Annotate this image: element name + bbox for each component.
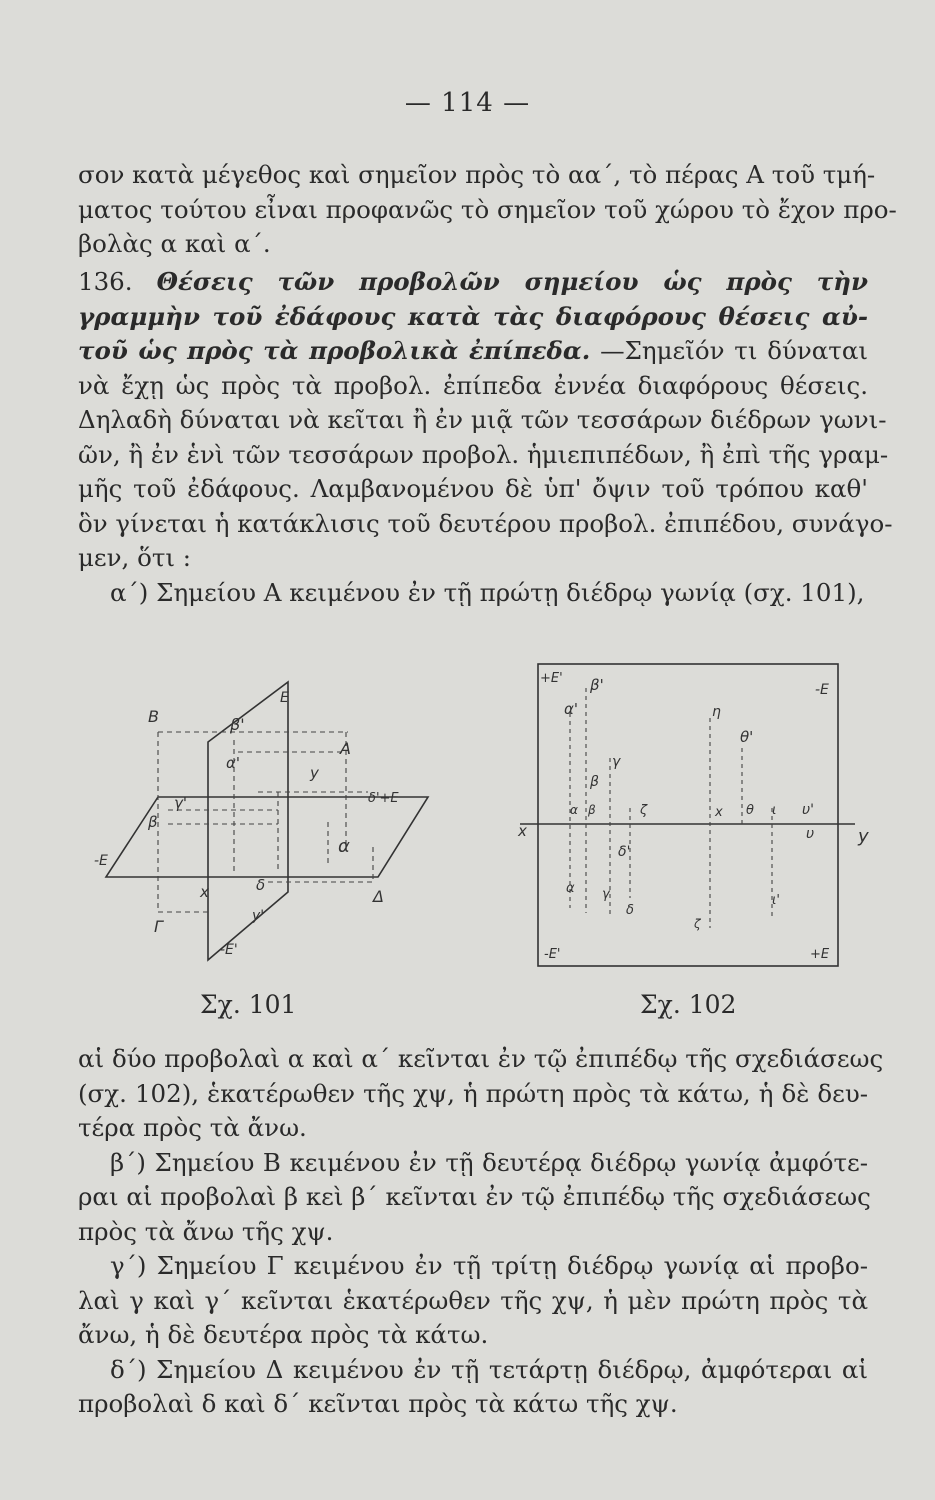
fig101-label-A: A — [340, 739, 351, 758]
text-line: (σχ. 102), ἑκατέρωθεν τῆς χψ, ἡ πρώτη πρὸς τὰ κάτω, ἡ δὲ δευ- — [78, 1078, 868, 1108]
text-line: αἱ δύο προβολαὶ α καὶ α΄ κεῖνται ἐν τῷ ἐπιπέδῳ τῆς σχεδιάσεως — [78, 1044, 884, 1073]
fig102-label-g-bar: γ — [612, 754, 621, 770]
section-heading-tail: —Σημεῖόν τι δύναται — [600, 336, 869, 365]
section-136 — [78, 265, 893, 610]
text-line: βολὰς α καὶ α΄. — [78, 229, 271, 258]
item-g-line: γ΄) Σημείου Γ κειμένου ἐν τῇ τρίτῃ διέδρῳ γωνίᾳ αἱ προβο- — [110, 1251, 868, 1280]
text-line: σον κατὰ μέγεθος καὶ σημεῖον πρὸς τὸ αα΄, τὸ πέρας Α τοῦ τμή- — [78, 160, 876, 189]
fig102-label-y-axis: y — [858, 826, 869, 847]
fig101-label-minus-E: -E — [94, 853, 108, 869]
item-a-intro: α΄) Σημείου Α κειμένου ἐν τῇ πρώτῃ διέδρῳ γωνίᾳ (σχ. 101), — [110, 577, 865, 607]
figure-101-caption: Σχ. 101 — [200, 990, 297, 1019]
fig101-label-E-top: E — [280, 690, 289, 706]
vertical-plane — [208, 682, 288, 960]
item-g-line: λαὶ γ καὶ γ΄ κεῖνται ἑκατέρωθεν τῆς χψ, ἡ μὲν πρώτη πρὸς τὰ — [78, 1285, 868, 1315]
figure-102-caption: Σχ. 102 — [640, 990, 737, 1019]
fig101-label-y: y — [310, 764, 319, 782]
fig102-label-d: δ — [626, 903, 634, 918]
fig102-label-minus-E-prime: -E' — [544, 947, 561, 962]
fig101-label-y2: y' — [252, 908, 265, 924]
text-line: Δηλαδὴ δύναται νὰ κεῖται ἢ ἐν μιᾷ τῶν τεσσάρων διέδρων γωνι- — [78, 405, 887, 434]
fig101-label-a: α — [338, 836, 350, 857]
text-line: ὃν γίνεται ἡ κατάκλισις τοῦ δευτέρου προβολ. ἐπιπέδου, συνάγο- — [78, 508, 893, 538]
page-number: — 114 — — [404, 88, 531, 118]
text-line: ματος τούτου εἶναι προφανῶς τὸ σημεῖον τοῦ χώρου τὸ ἔχον προ- — [78, 194, 897, 224]
fig102-label-minus-E: -E — [815, 682, 829, 698]
figure-101-drawing — [88, 672, 448, 992]
text-line: ῶν, ἢ ἐν ἑνὶ τῶν τεσσάρων προβολ. ἡμιεπιπέδων, ἢ ἐπὶ τῆς γραμ- — [78, 439, 889, 469]
fig102-label-theta-prime: θ' — [740, 728, 754, 746]
section-number: 136. — [78, 267, 133, 296]
fig102-label-theta: θ — [746, 803, 754, 818]
fig102-label-plus-E: +E — [810, 947, 830, 962]
fig102-label-n: η — [712, 704, 721, 720]
text-line: τέρα πρὸς τὰ ἄνω. — [78, 1113, 307, 1142]
fig101-label-b: β — [148, 813, 158, 831]
item-b-line: β΄) Σημείου Β κειμένου ἐν τῇ δευτέρᾳ διέδρῳ γωνίᾳ ἀμφότε- — [110, 1147, 868, 1177]
fig101-label-Gamma: Γ — [154, 917, 163, 936]
frame — [538, 664, 838, 966]
figure-102 — [510, 658, 880, 978]
fig102-label-i: ι — [772, 803, 777, 818]
fig101-label-a-prime: α' — [226, 754, 241, 772]
fig102-label-z-low: ζ — [694, 917, 701, 931]
section-heading-line — [78, 334, 868, 369]
section-heading: γραμμὴν τοῦ ἐδάφους κατὰ τὰς διαφόρους θέσεις αὐ- — [78, 301, 868, 331]
fig102-label-a-prime: α' — [564, 700, 579, 718]
item-d-line: προβολαὶ δ καὶ δ΄ κεῖνται πρὸς τὰ κάτω τῆς χψ. — [78, 1389, 678, 1418]
fig102-label-i-prime: ι' — [772, 893, 780, 908]
item-g-line: ἄνω, ἡ δὲ δευτέρα πρὸς τὰ κάτω. — [78, 1320, 489, 1349]
fig102-label-a-low: α — [566, 881, 575, 896]
fig102-label-plus-E-prime: +E' — [540, 671, 563, 686]
paragraph-after-figures — [78, 1042, 884, 1422]
fig101-label-Delta: Δ — [373, 887, 384, 906]
fig102-label-u: υ — [806, 826, 815, 842]
fig101-label-E-bottom: -E' — [220, 942, 238, 958]
fig102-label-u-prime: υ' — [802, 802, 814, 818]
item-b-line: πρὸς τὰ ἄνω τῆς χψ. — [78, 1216, 334, 1246]
fig101-label-g-prime: γ' — [174, 794, 188, 812]
fig101-label-x: x — [200, 883, 209, 901]
figure-101 — [88, 672, 448, 992]
horizontal-plane — [106, 797, 428, 877]
fig102-label-x-axis: x — [518, 822, 527, 840]
fig101-label-b-prime: β' — [230, 715, 245, 734]
paragraph-continuation — [78, 158, 897, 262]
fig102-label-b-prime: β' — [590, 676, 604, 694]
fig102-label-z: ζ — [640, 803, 648, 818]
section-heading-line — [78, 265, 868, 300]
figure-102-drawing — [510, 658, 880, 978]
fig102-label-d-prime: δ' — [618, 844, 631, 860]
fig102-label-b-small: β — [588, 803, 596, 817]
text-line: μῆς τοῦ ἐδάφους. Λαμβανομένου δὲ ὑπ' ὄψιν τοῦ τρόπου καθ' — [78, 474, 868, 503]
item-d-line: δ΄) Σημείου Δ κειμένου ἐν τῇ τετάρτῃ διέδρῳ, ἀμφότεραι αἱ — [110, 1354, 868, 1384]
section-heading: Θέσεις τῶν προβολῶν σημείου ὡς πρὸς τὴν — [156, 267, 868, 296]
fig102-label-x-mark: x — [715, 805, 723, 820]
fig101-label-B: B — [148, 707, 159, 726]
fig102-label-b-low: β — [590, 774, 599, 790]
fig101-label-d-prime-E: δ'+E — [368, 791, 399, 806]
section-heading: τοῦ ὡς πρὸς τὰ προβολικὰ ἐπίπεδα. — [78, 336, 591, 365]
fig102-label-g: γ — [602, 887, 610, 902]
text-line: νὰ ἔχῃ ὡς πρὸς τὰ προβολ. ἐπίπεδα ἐννέα διαφόρους θέσεις. — [78, 370, 868, 400]
item-b-line: ραι αἱ προβολαὶ β κεὶ β΄ κεῖνται ἐν τῷ ἐπιπέδῳ τῆς σχεδιάσεως — [78, 1182, 871, 1211]
fig102-label-a-small: α — [570, 803, 578, 817]
text-line: μεν, ὅτι : — [78, 543, 192, 572]
fig101-label-d: δ — [256, 876, 266, 894]
